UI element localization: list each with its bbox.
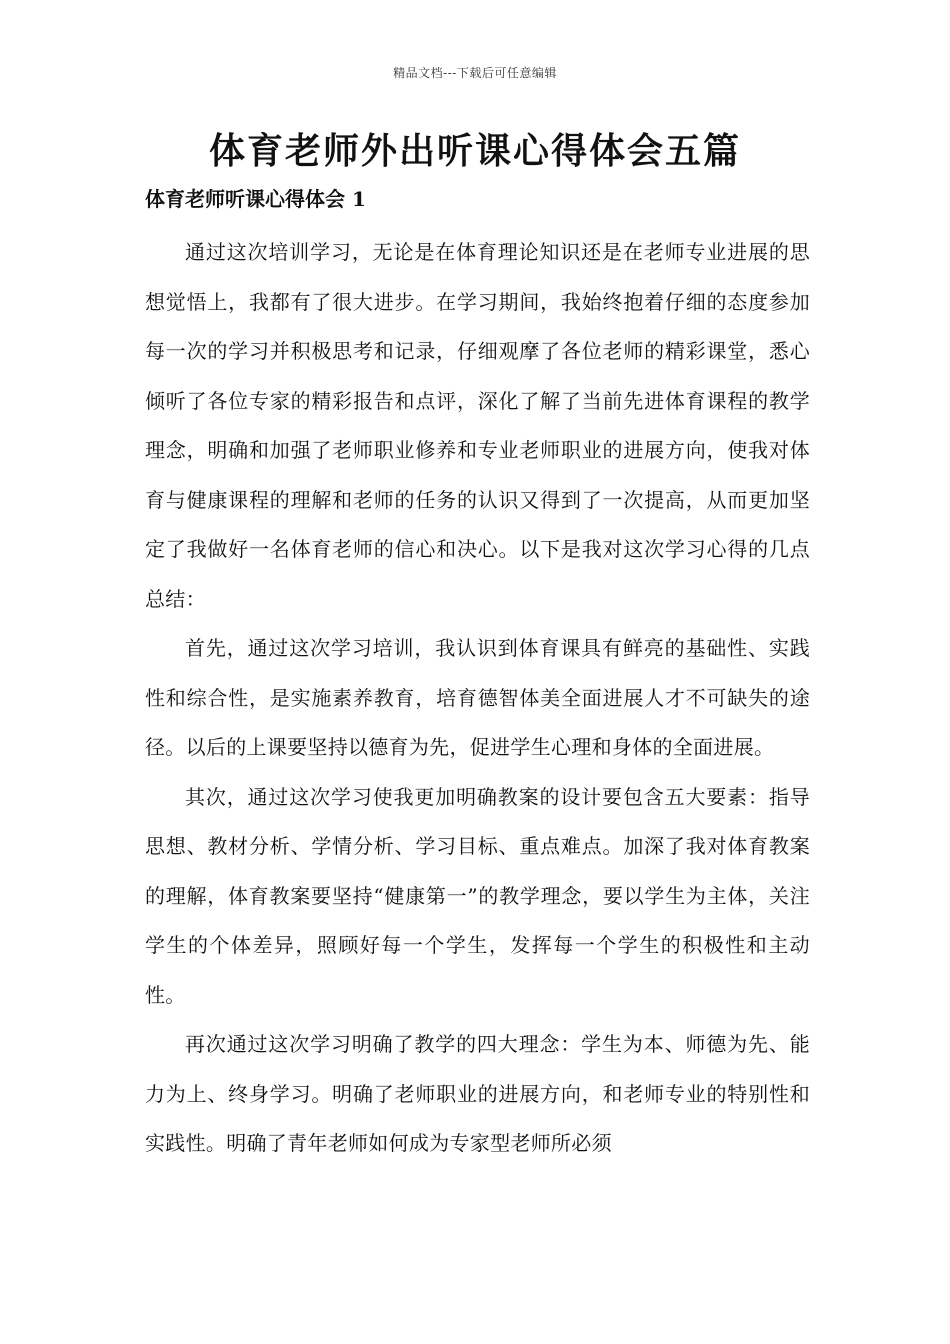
- paragraph: 首先，通过这次学习培训，我认识到体育课具有鲜亮的基础性、实践性和综合性，是实施素养教育，培育德智体美全面进展人才不可缺失的途径。以后的上课要坚持以德育为先，促进学生心理和身体的全面进展。: [145, 636, 810, 759]
- document-title: 体育老师外出听课心得体会五篇: [208, 131, 741, 172]
- section-heading: 体育老师听课心得体会 1: [145, 187, 366, 211]
- paragraph: 通过这次培训学习，无论是在体育理论知识还是在老师专业进展的思想觉悟上，我都有了很大进步。在学习期间，我始终抱着仔细的态度参加每一次的学习并积极思考和记录，仔细观摩了各位老师的精彩课堂，悉心倾听了各位专家的精彩报告和点评，深化了解了当前先进体育课程的教学理念，明确和加强了老师职业修养和专业老师职业的进展方向，使我对体育与健康课程的理解和老师的任务的认识又得到了一次提高，从而更加坚定了我做好一名体育老师的信心和决心。以下是我对这次学习心得的几点总结：: [145, 240, 810, 611]
- paragraph: 其次，通过这次学习使我更加明确教案的设计要包含五大要素：指导思想、教材分析、学情分析、学习目标、重点难点。加深了我对体育教案的理解，体育教案要坚持“健康第一”的教学理念，要以学生为主体，关注学生的个体差异，照顾好每一个学生，发挥每一个学生的积极性和主动性。: [145, 784, 810, 1007]
- document-body: [145, 228, 810, 1169]
- paragraph: 再次通过这次学习明确了教学的四大理念：学生为本、师德为先、能力为上、终身学习。明确了老师职业的进展方向，和老师专业的特别性和实践性。明确了青年老师如何成为专家型老师所必须: [145, 1032, 810, 1155]
- header-note: 精品文档---下载后可任意编辑: [393, 66, 557, 80]
